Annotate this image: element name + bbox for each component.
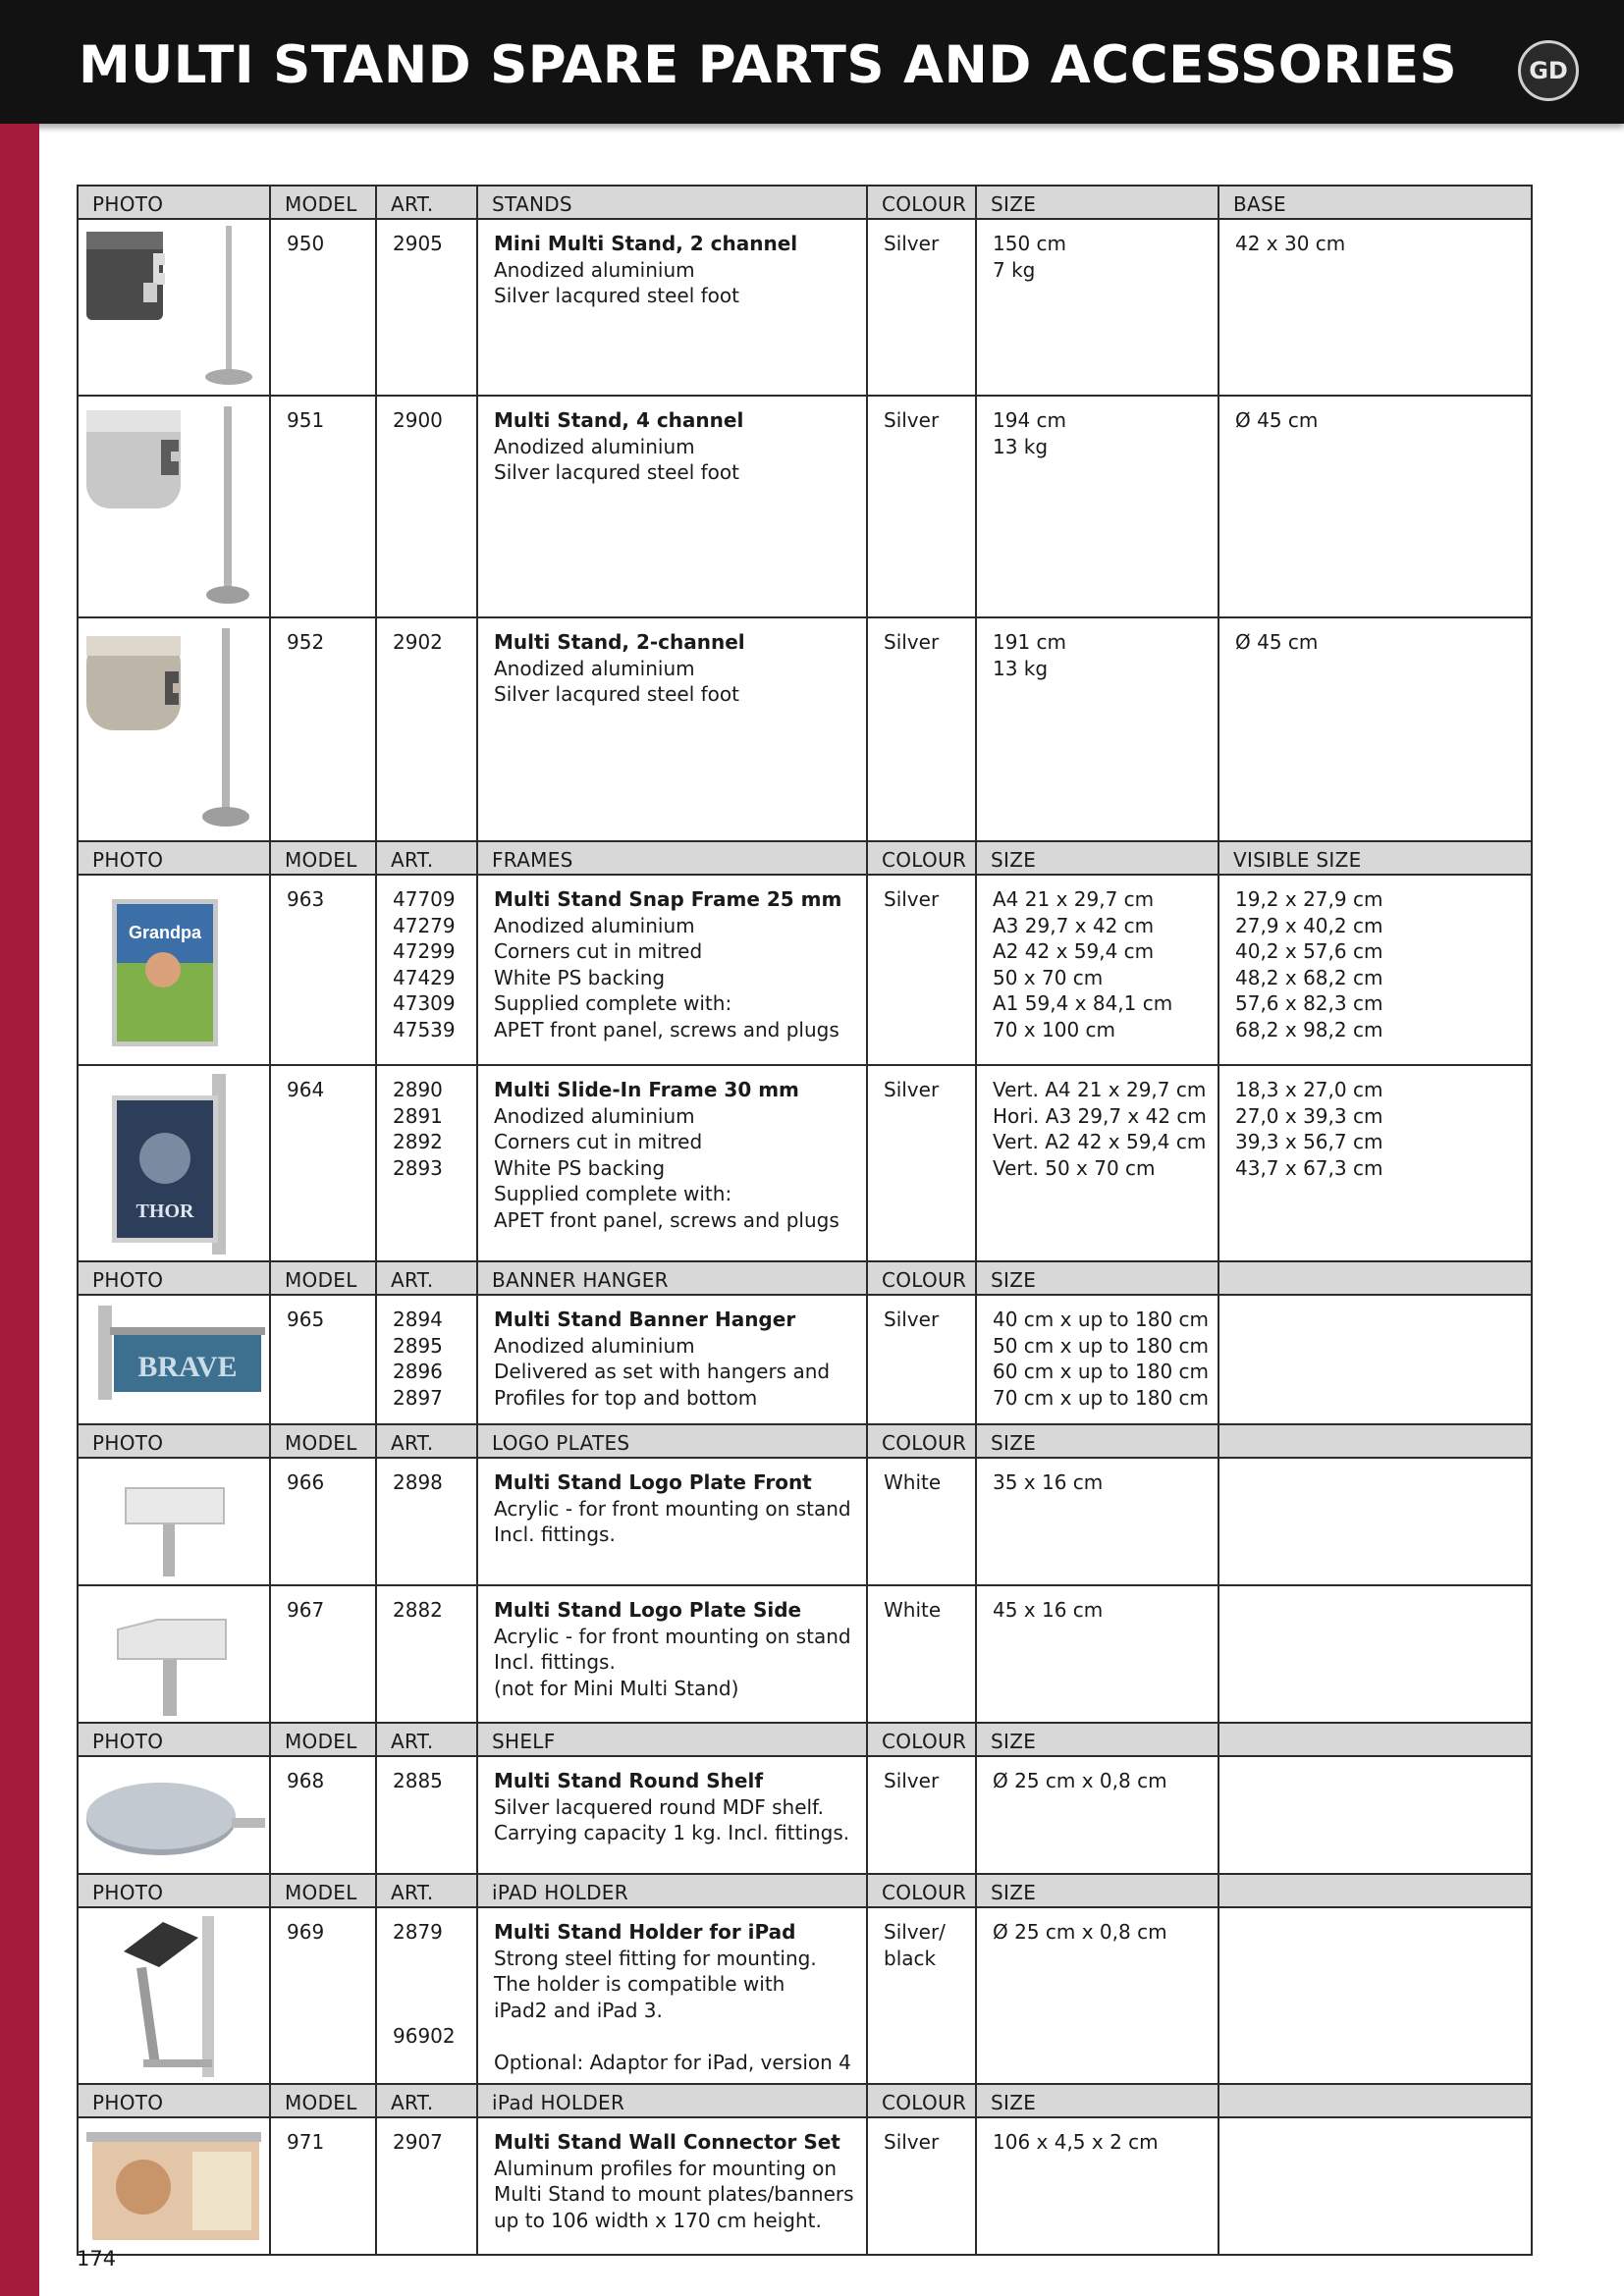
colour-cell — [867, 1458, 976, 1585]
photo-cell — [78, 396, 270, 617]
cell-line: Corners cut in mitred — [494, 1130, 703, 1153]
header-extra — [1218, 1261, 1532, 1295]
cell-line: 2902 — [393, 630, 443, 654]
cell-line: Acrylic - for front mounting on stand — [494, 1624, 851, 1648]
cell-line: APET front panel, screws and plugs — [494, 1207, 839, 1232]
extra-cell — [1218, 875, 1532, 1065]
logo-plate-front-icon — [84, 1463, 261, 1580]
table-row — [78, 1065, 1532, 1261]
cell-line: 47429 — [393, 965, 456, 989]
cell-line: 13 kg — [993, 656, 1049, 680]
photo-cell — [78, 617, 270, 841]
art-cell — [376, 1295, 477, 1424]
logo-text: GD — [1529, 57, 1568, 84]
header-extra — [1218, 1723, 1532, 1756]
svg-text:Grandpa: Grandpa — [128, 923, 202, 942]
cell-line: Silver lacquered round MDF shelf. — [494, 1794, 824, 1819]
cell-line: Silver — [884, 408, 940, 432]
header-category: SHELF — [477, 1723, 867, 1756]
description-cell — [477, 1295, 867, 1424]
table-row — [78, 1907, 1532, 2084]
cell-line: 2895 — [393, 1333, 443, 1358]
art-cell — [376, 875, 477, 1065]
table-row — [78, 875, 1532, 1065]
header-photo: PHOTO — [78, 1874, 270, 1907]
art-cell — [376, 2117, 477, 2255]
header-extra — [1218, 1874, 1532, 1907]
cell-line: Incl. fittings. — [494, 1650, 616, 1674]
product-name: Multi Slide-In Frame 30 mm — [494, 1078, 799, 1101]
product-name: Multi Stand Logo Plate Front — [494, 1470, 812, 1494]
header-size: SIZE — [976, 2084, 1218, 2117]
size-cell — [976, 875, 1218, 1065]
cell-line: White — [884, 1470, 942, 1494]
product-name: Multi Stand, 4 channel — [494, 408, 744, 432]
extra-cell — [1218, 1295, 1532, 1424]
photo-cell — [78, 1458, 270, 1585]
extra-cell — [1218, 1907, 1532, 2084]
cell-line — [494, 2023, 866, 2050]
header-category: BANNER HANGER — [477, 1261, 867, 1295]
header-colour: COLOUR — [867, 1424, 976, 1458]
product-name: Multi Stand Banner Hanger — [494, 1308, 796, 1331]
cell-line: Delivered as set with hangers and — [494, 1360, 831, 1383]
sidebar-accent — [0, 124, 39, 2296]
cell-line: 50 cm x up to 180 cm — [993, 1333, 1210, 1358]
colour-cell — [867, 617, 976, 841]
product-name: Multi Stand, 2-channel — [494, 630, 745, 654]
photo-cell — [78, 1756, 270, 1874]
art-cell — [376, 219, 477, 396]
model-cell: 964 — [270, 1065, 376, 1261]
table-row — [78, 1756, 1532, 1874]
cell-line: 2885 — [393, 1769, 443, 1792]
header-colour: COLOUR — [867, 1874, 976, 1907]
header-model: MODEL — [270, 1723, 376, 1756]
cell-line: Multi Stand to mount plates/banners — [494, 2182, 854, 2206]
header-photo: PHOTO — [78, 1723, 270, 1756]
product-name: Multi Stand Logo Plate Side — [494, 1598, 802, 1622]
cell-line: 2879 — [393, 1920, 443, 1944]
cell-line: 2896 — [393, 1360, 443, 1383]
header-photo: PHOTO — [78, 2084, 270, 2117]
cell-line: Supplied complete with: — [494, 1182, 732, 1205]
cell-line: 27,9 x 40,2 cm — [1235, 913, 1383, 937]
cell-line: 47539 — [393, 1017, 456, 1041]
cell-line: 70 cm x up to 180 cm — [993, 1385, 1210, 1410]
header-photo: PHOTO — [78, 1261, 270, 1295]
model-cell: 963 — [270, 875, 376, 1065]
logo-plate-side-icon — [84, 1590, 261, 1718]
cell-line: A4 21 x 29,7 cm — [993, 887, 1155, 911]
header-art: ART. — [376, 1874, 477, 1907]
cell-line: 68,2 x 98,2 cm — [1235, 1017, 1383, 1041]
photo-cell — [78, 2117, 270, 2255]
cell-line: White PS backing — [494, 965, 666, 989]
header-colour: COLOUR — [867, 1723, 976, 1756]
table-row — [78, 1295, 1532, 1424]
svg-text:THOR: THOR — [135, 1201, 194, 1222]
description-cell — [477, 2117, 867, 2255]
cell-line — [393, 1998, 476, 2024]
header-size: SIZE — [976, 1874, 1218, 1907]
header-art: ART. — [376, 1261, 477, 1295]
product-name: Multi Stand Wall Connector Set — [494, 2130, 840, 2154]
cell-line: 2907 — [393, 2130, 443, 2154]
cell-line: A1 59,4 x 84,1 cm — [993, 991, 1173, 1015]
description-cell — [477, 219, 867, 396]
header-art: ART. — [376, 2084, 477, 2117]
cell-line: Anodized aluminium — [494, 1103, 695, 1128]
section-header-row — [78, 186, 1532, 219]
size-cell — [976, 1585, 1218, 1723]
model-cell: 967 — [270, 1585, 376, 1723]
cell-line: 50 x 70 cm — [993, 965, 1104, 989]
table-row — [78, 2117, 1532, 2255]
model-cell: 965 — [270, 1295, 376, 1424]
cell-line: 150 cm — [993, 232, 1067, 255]
photo-cell — [78, 1295, 270, 1424]
cell-line: A2 42 x 59,4 cm — [993, 939, 1155, 963]
header-art: ART. — [376, 186, 477, 219]
cell-line: 47309 — [393, 991, 456, 1015]
header-size: SIZE — [976, 1424, 1218, 1458]
cell-line: Vert. A4 21 x 29,7 cm — [993, 1078, 1207, 1101]
art-cell — [376, 396, 477, 617]
cell-line: Silver — [884, 887, 940, 911]
colour-cell — [867, 1065, 976, 1261]
size-cell — [976, 1295, 1218, 1424]
header-photo: PHOTO — [78, 186, 270, 219]
page-header — [0, 0, 1624, 124]
art-cell — [376, 1065, 477, 1261]
svg-text:BRAVE: BRAVE — [137, 1351, 238, 1383]
cell-line: 19,2 x 27,9 cm — [1235, 887, 1383, 911]
multi-stand-4-channel-icon — [84, 400, 261, 613]
art-cell — [376, 1756, 477, 1874]
slide-in-frame-poster-icon — [84, 1070, 261, 1256]
wall-connector-icon — [84, 2122, 261, 2250]
description-cell — [477, 1065, 867, 1261]
header-colour: COLOUR — [867, 186, 976, 219]
model-cell: 971 — [270, 2117, 376, 2255]
extra-cell — [1218, 1458, 1532, 1585]
header-extra — [1218, 1424, 1532, 1458]
cell-line: Ø 25 cm x 0,8 cm — [993, 1920, 1167, 1944]
cell-line: 42 x 30 cm — [1235, 232, 1346, 255]
cell-line: Aluminum profiles for mounting on — [494, 2156, 838, 2180]
banner-hanger-icon — [84, 1300, 261, 1408]
cell-line: up to 106 width x 170 cm height. — [494, 2208, 822, 2232]
description-cell — [477, 617, 867, 841]
snap-frame-poster-icon — [84, 880, 261, 1056]
header-size: SIZE — [976, 1261, 1218, 1295]
product-name: Multi Stand Holder for iPad — [494, 1920, 796, 1944]
header-size: SIZE — [976, 1723, 1218, 1756]
extra-cell — [1218, 1756, 1532, 1874]
cell-line: Anodized aluminium — [494, 434, 695, 458]
section-header-row — [78, 1723, 1532, 1756]
model-cell: 968 — [270, 1756, 376, 1874]
cell-line: 35 x 16 cm — [993, 1470, 1104, 1494]
cell-line: Silver — [884, 1769, 940, 1792]
header-model: MODEL — [270, 2084, 376, 2117]
cell-line: Strong steel fitting for mounting. — [494, 1946, 817, 1970]
header-colour: COLOUR — [867, 1261, 976, 1295]
cell-line: Hori. A3 29,7 x 42 cm — [993, 1103, 1207, 1128]
round-shelf-icon — [84, 1761, 261, 1869]
header-colour: COLOUR — [867, 841, 976, 875]
cell-line: 2882 — [393, 1598, 443, 1622]
photo-cell — [78, 219, 270, 396]
cell-line: (not for Mini Multi Stand) — [494, 1676, 739, 1700]
table-row — [78, 1585, 1532, 1723]
cell-line: Silver — [884, 1308, 940, 1331]
header-size: SIZE — [976, 841, 1218, 875]
size-cell — [976, 1458, 1218, 1585]
cell-line: 2893 — [393, 1155, 443, 1180]
photo-cell — [78, 875, 270, 1065]
cell-line: Anodized aluminium — [494, 257, 695, 282]
extra-cell — [1218, 1065, 1532, 1261]
colour-cell — [867, 1585, 976, 1723]
size-cell — [976, 1756, 1218, 1874]
description-cell — [477, 1458, 867, 1585]
cell-line: 2892 — [393, 1130, 443, 1153]
cell-line: black — [884, 1946, 937, 1970]
cell-line: Silver/ — [884, 1920, 946, 1944]
cell-line: 106 x 4,5 x 2 cm — [993, 2130, 1159, 2154]
cell-line: 18,3 x 27,0 cm — [1235, 1078, 1383, 1101]
table-row — [78, 219, 1532, 396]
photo-cell — [78, 1585, 270, 1723]
cell-line — [393, 1971, 476, 1998]
cell-line: Anodized aluminium — [494, 913, 695, 937]
cell-line: Silver — [884, 2130, 940, 2154]
header-photo: PHOTO — [78, 841, 270, 875]
description-cell — [477, 396, 867, 617]
extra-cell — [1218, 617, 1532, 841]
cell-line: Silver lacqured steel foot — [494, 682, 739, 706]
cell-line: 194 cm — [993, 408, 1067, 432]
cell-line: Incl. fittings. — [494, 1522, 616, 1546]
cell-line: 96902 — [393, 2024, 456, 2048]
extra-cell — [1218, 396, 1532, 617]
cell-line: 27,0 x 39,3 cm — [1235, 1103, 1383, 1128]
header-extra: BASE — [1218, 186, 1532, 219]
colour-cell — [867, 396, 976, 617]
cell-line: 2898 — [393, 1470, 443, 1494]
header-model: MODEL — [270, 841, 376, 875]
cell-line: 40 cm x up to 180 cm — [993, 1308, 1210, 1331]
description-cell — [477, 1585, 867, 1723]
cell-line: Ø 25 cm x 0,8 cm — [993, 1769, 1167, 1792]
cell-line: Acrylic - for front mounting on stand — [494, 1496, 851, 1521]
table-row — [78, 396, 1532, 617]
cell-line: 2894 — [393, 1308, 443, 1331]
cell-line: Silver — [884, 232, 940, 255]
colour-cell — [867, 1756, 976, 1874]
size-cell — [976, 396, 1218, 617]
parts-table — [77, 185, 1533, 2256]
header-category: iPad HOLDER — [477, 2084, 867, 2117]
size-cell — [976, 2117, 1218, 2255]
photo-cell — [78, 1065, 270, 1261]
model-cell: 950 — [270, 219, 376, 396]
section-header-row — [78, 1424, 1532, 1458]
product-name: Mini Multi Stand, 2 channel — [494, 232, 798, 255]
cell-line: Carrying capacity 1 kg. Incl. fittings. — [494, 1821, 850, 1844]
cell-line: Vert. A2 42 x 59,4 cm — [993, 1130, 1207, 1153]
cell-line: Anodized aluminium — [494, 1333, 695, 1358]
size-cell — [976, 1065, 1218, 1261]
extra-cell — [1218, 2117, 1532, 2255]
art-cell — [376, 1458, 477, 1585]
header-size: SIZE — [976, 186, 1218, 219]
art-cell — [376, 617, 477, 841]
gd-logo-icon — [1518, 40, 1579, 101]
colour-cell — [867, 875, 976, 1065]
cell-line — [393, 1946, 476, 1972]
cell-line: iPad2 and iPad 3. — [494, 1998, 663, 2022]
cell-line: Vert. 50 x 70 cm — [993, 1155, 1156, 1180]
cell-line: Silver lacqured steel foot — [494, 460, 739, 484]
section-header-row — [78, 1261, 1532, 1295]
cell-line: 57,6 x 82,3 cm — [1235, 991, 1383, 1015]
cell-line: Optional: Adaptor for iPad, version 4 — [494, 2050, 851, 2074]
cell-line: 2897 — [393, 1385, 443, 1410]
table-row — [78, 1458, 1532, 1585]
cell-line: 2900 — [393, 408, 443, 432]
header-art: ART. — [376, 1723, 477, 1756]
header-art: ART. — [376, 841, 477, 875]
cell-line: 47709 — [393, 887, 456, 911]
extra-cell — [1218, 219, 1532, 396]
cell-line: White PS backing — [494, 1155, 666, 1180]
art-cell — [376, 1907, 477, 2084]
description-cell — [477, 1756, 867, 1874]
cell-line: Anodized aluminium — [494, 656, 695, 680]
colour-cell — [867, 219, 976, 396]
header-category: LOGO PLATES — [477, 1424, 867, 1458]
cell-line: 40,2 x 57,6 cm — [1235, 939, 1383, 963]
header-extra: VISIBLE SIZE — [1218, 841, 1532, 875]
cell-line: 191 cm — [993, 630, 1067, 654]
cell-line: 45 x 16 cm — [993, 1598, 1104, 1622]
section-header-row — [78, 841, 1532, 875]
cell-line: The holder is compatible with — [494, 1972, 785, 1996]
cell-line: Supplied complete with: — [494, 991, 732, 1015]
cell-line: White — [884, 1598, 942, 1622]
size-cell — [976, 1907, 1218, 2084]
cell-line: 47299 — [393, 939, 456, 963]
product-name: Multi Stand Snap Frame 25 mm — [494, 887, 842, 911]
header-photo: PHOTO — [78, 1424, 270, 1458]
header-colour: COLOUR — [867, 2084, 976, 2117]
page-title: MULTI STAND SPARE PARTS AND ACCESSORIES — [79, 35, 1458, 95]
cell-line: 60 cm x up to 180 cm — [993, 1360, 1210, 1383]
header-extra — [1218, 2084, 1532, 2117]
section-header-row — [78, 2084, 1532, 2117]
section-header-row — [78, 1874, 1532, 1907]
cell-line: Corners cut in mitred — [494, 939, 703, 963]
cell-line: Ø 45 cm — [1235, 630, 1319, 654]
cell-line: Silver lacqured steel foot — [494, 284, 739, 307]
cell-line: 48,2 x 68,2 cm — [1235, 965, 1383, 989]
multi-stand-2-channel-icon — [84, 622, 261, 834]
cell-line: Profiles for top and bottom — [494, 1385, 758, 1410]
cell-line: 47279 — [393, 913, 456, 937]
colour-cell — [867, 2117, 976, 2255]
model-cell: 952 — [270, 617, 376, 841]
cell-line: Ø 45 cm — [1235, 408, 1319, 432]
header-category: iPAD HOLDER — [477, 1874, 867, 1907]
product-name: Multi Stand Round Shelf — [494, 1769, 764, 1792]
header-model: MODEL — [270, 1874, 376, 1907]
mini-multi-stand-icon — [84, 224, 261, 391]
model-cell: 951 — [270, 396, 376, 617]
header-category: FRAMES — [477, 841, 867, 875]
cell-line: 2890 — [393, 1078, 443, 1101]
header-art: ART. — [376, 1424, 477, 1458]
header-model: MODEL — [270, 186, 376, 219]
cell-line: A3 29,7 x 42 cm — [993, 913, 1155, 937]
art-cell — [376, 1585, 477, 1723]
description-cell — [477, 1907, 867, 2084]
size-cell — [976, 219, 1218, 396]
extra-cell — [1218, 1585, 1532, 1723]
cell-line: 39,3 x 56,7 cm — [1235, 1130, 1383, 1153]
cell-line: 7 kg — [993, 257, 1036, 282]
header-category: STANDS — [477, 186, 867, 219]
page-number: 174 — [77, 2247, 117, 2270]
description-cell — [477, 875, 867, 1065]
photo-cell — [78, 1907, 270, 2084]
cell-line: 70 x 100 cm — [993, 1017, 1116, 1041]
header-model: MODEL — [270, 1424, 376, 1458]
table-row — [78, 617, 1532, 841]
size-cell — [976, 617, 1218, 841]
cell-line: APET front panel, screws and plugs — [494, 1017, 839, 1041]
model-cell: 966 — [270, 1458, 376, 1585]
cell-line: 43,7 x 67,3 cm — [1235, 1155, 1383, 1180]
cell-line: Silver — [884, 1078, 940, 1101]
colour-cell — [867, 1295, 976, 1424]
cell-line: 2891 — [393, 1103, 443, 1128]
ipad-holder-icon — [84, 1912, 261, 2079]
model-cell: 969 — [270, 1907, 376, 2084]
cell-line: 13 kg — [993, 434, 1049, 458]
cell-line: 2905 — [393, 232, 443, 255]
header-model: MODEL — [270, 1261, 376, 1295]
cell-line: Silver — [884, 630, 940, 654]
colour-cell — [867, 1907, 976, 2084]
